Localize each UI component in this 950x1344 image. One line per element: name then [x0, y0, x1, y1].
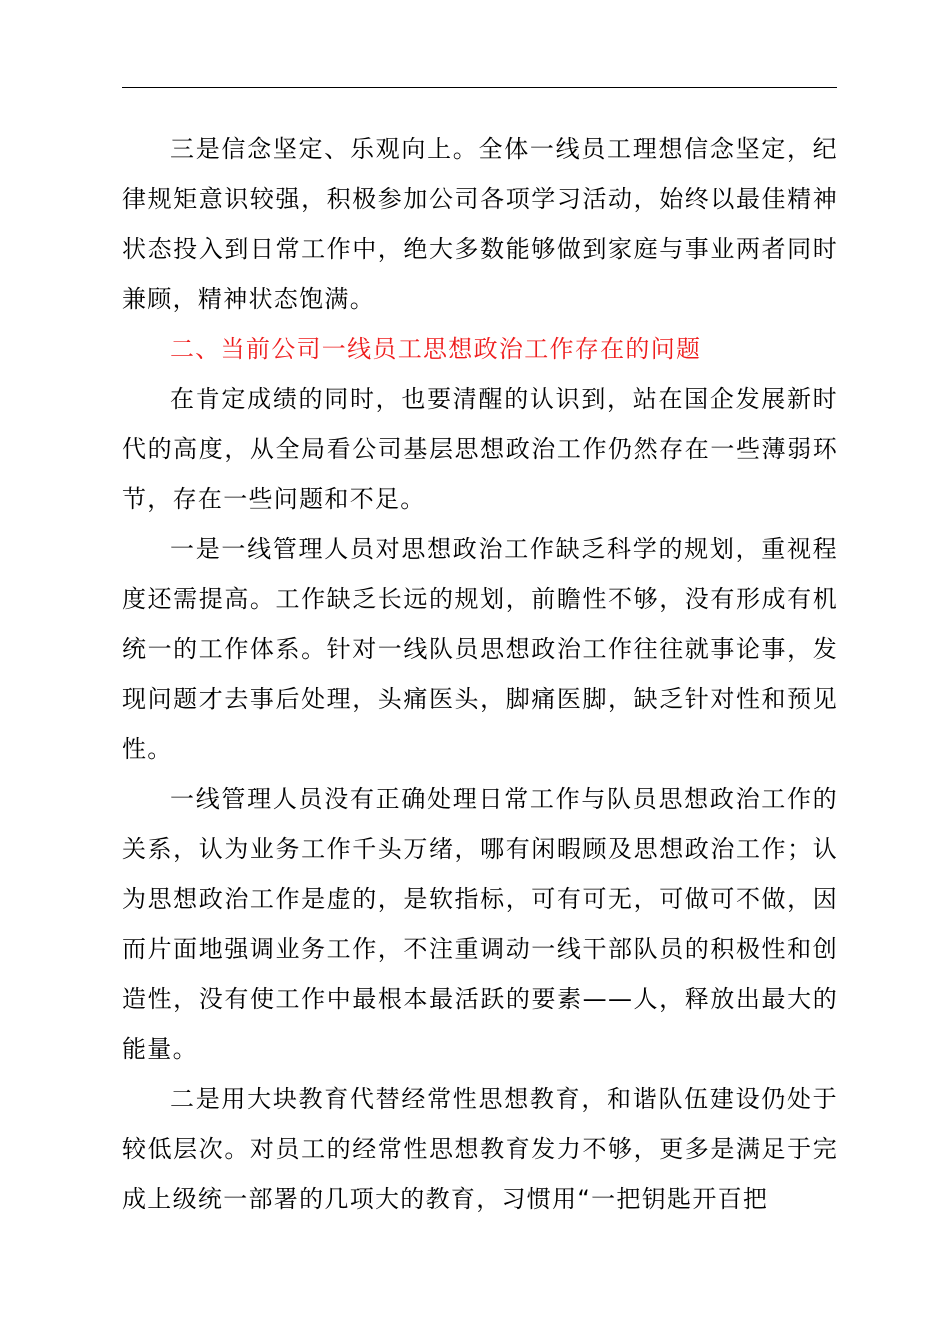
paragraph-point-one: 一是一线管理人员对思想政治工作缺乏科学的规划，重视程度还需提高。工作缺乏长远的规划，前瞻性不够，没有形成有机统一的工作体系。针对一线队员思想政治工作往往就事论事，发现问题才去事后处理，头痛医头，脚痛医脚，缺乏针对性和预见性。: [122, 535, 838, 763]
document-body: [122, 124, 838, 1224]
paragraph-management: 一线管理人员没有正确处理日常工作与队员思想政治工作的关系，认为业务工作千头万绪，哪有闲暇顾及思想政治工作；认为思想政治工作是虚的，是软指标，可有可无，可做可不做，因而片面地强调业务工作，不注重调动一线干部队员的积极性和创造性，没有使工作中最根本最活跃的要素——人，释放出最大的能量。: [122, 785, 838, 1063]
paragraph-point-two: 二是用大块教育代替经常性思想教育，和谐队伍建设仍处于较低层次。对员工的经常性思想教育发力不够，更多是满足于完成上级统一部署的几项大的教育，习惯用“一把钥匙开百把: [122, 1085, 838, 1213]
paragraph-belief: 三是信念坚定、乐观向上。全体一线员工理想信念坚定，纪律规矩意识较强，积极参加公司各项学习活动，始终以最佳精神状态投入到日常工作中，绝大多数能够做到家庭与事业两者同时兼顾，精神状态饱满。: [122, 135, 838, 313]
paragraph-intro: 在肯定成绩的同时，也要清醒的认识到，站在国企发展新时代的高度，从全局看公司基层思想政治工作仍然存在一些薄弱环节，存在一些问题和不足。: [122, 385, 838, 513]
header-rule: [122, 87, 837, 88]
section-heading-problems: 二、当前公司一线员工思想政治工作存在的问题: [170, 335, 702, 363]
